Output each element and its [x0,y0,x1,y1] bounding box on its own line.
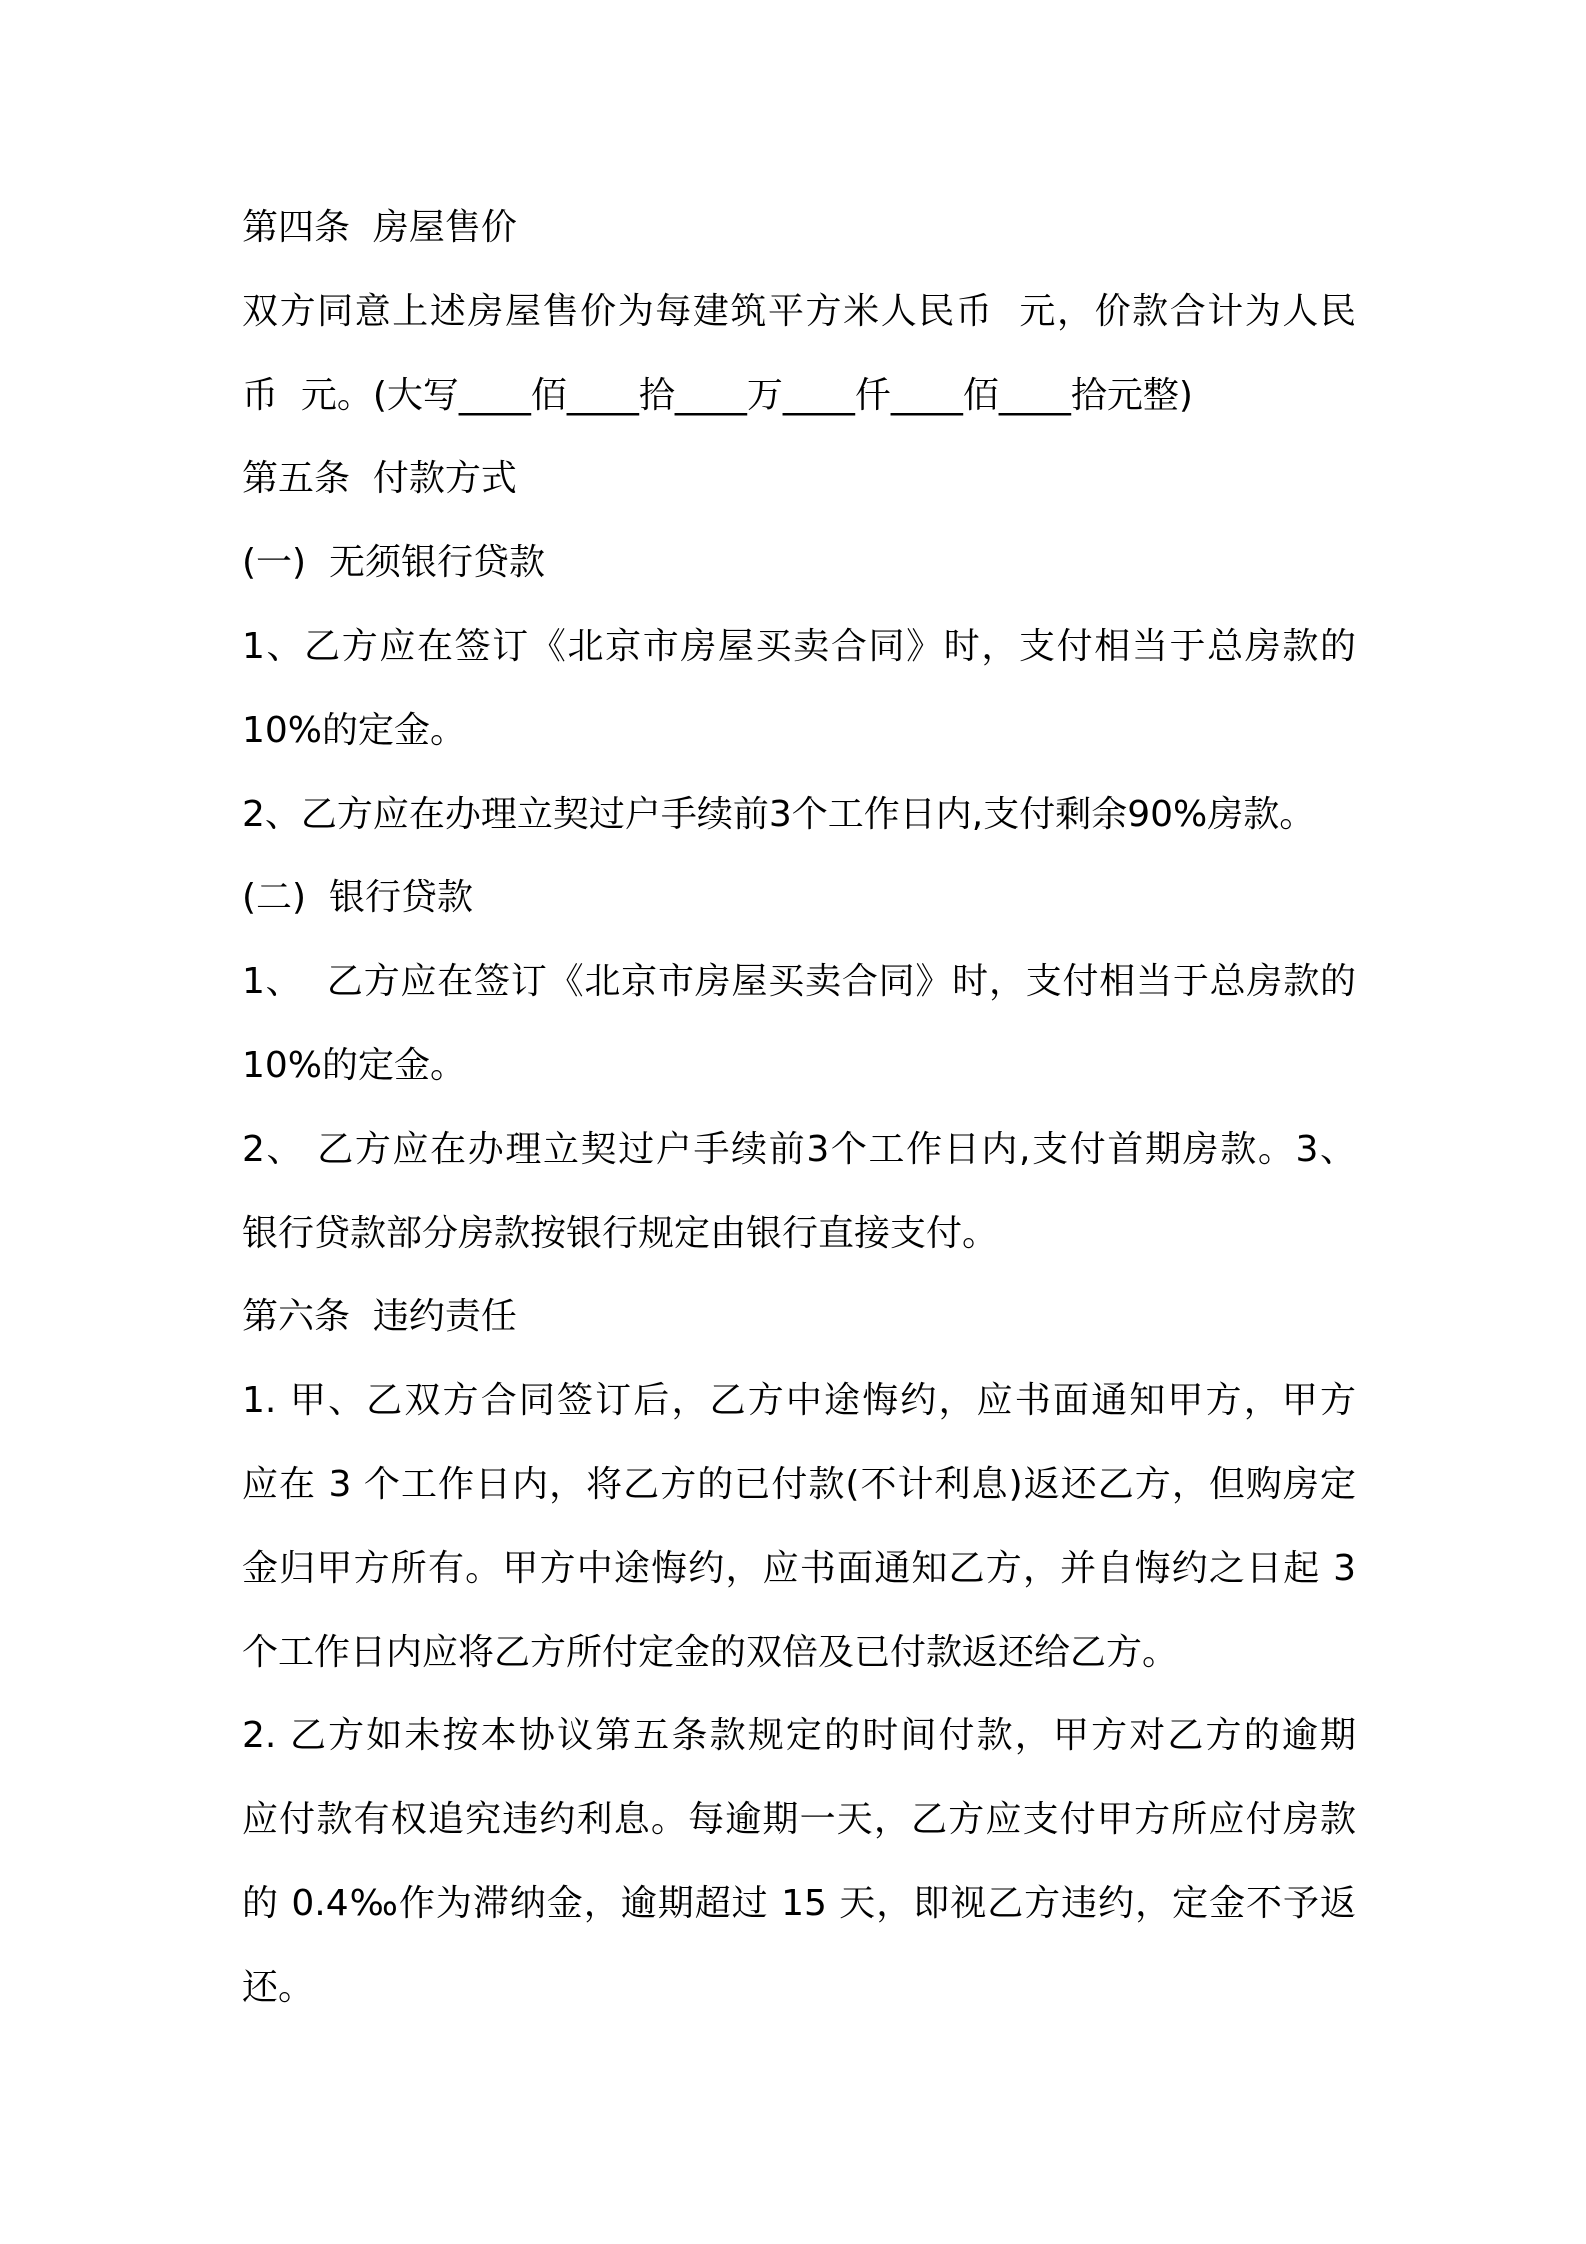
article-6-line-1: 1. 甲、乙双方合同签订后，乙方中途悔约，应书面通知甲方，甲方 [242,1380,1356,1422]
article-5-section-1-line-3: 2、乙方应在办理立契过户手续前3个工作日内,支付剩余90%房款。 [242,793,1316,835]
article-4-heading: 第四条 房屋售价 [242,207,517,248]
article-4-line-1: 双方同意上述房屋售价为每建筑平方米人民币 元，价款合计为人民 [242,290,1356,332]
article-6-line-3: 金归甲方所有。甲方中途悔约，应书面通知乙方，并自悔约之日起 3 [242,1547,1356,1589]
article-5-heading: 第五条 付款方式 [242,458,517,500]
article-5-section-2-line-1: 1、 乙方应在签订《北京市房屋买卖合同》时，支付相当于总房款的 [242,961,1356,1003]
article-6-line-4: 个工作日内应将乙方所付定金的双倍及已付款返还给乙方。 [242,1631,1179,1673]
article-6-line-2: 应在 3 个工作日内，将乙方的已付款(不计利息)返还乙方，但购房定 [242,1463,1356,1505]
article-6-line-7: 的 0.4‰作为滞纳金，逾期超过 15 天，即视乙方违约，定金不予返 [242,1882,1356,1924]
article-6-line-6: 应付款有权追究违约利息。每逾期一天，乙方应支付甲方所应付房款 [242,1799,1356,1841]
article-6-line-5: 2. 乙方如未按本协议第五条款规定的时间付款，甲方对乙方的逾期 [242,1715,1356,1757]
article-4-line-2: 币 元。(大写____佰____拾____万____仟____佰____拾元整) [242,374,1193,416]
article-5-section-2-heading: (二) 银行贷款 [242,877,473,919]
article-5-section-1-heading: (一) 无须银行贷款 [242,542,545,584]
article-5-section-1-line-1: 1、乙方应在签订《北京市房屋买卖合同》时，支付相当于总房款的 [242,625,1356,667]
article-5-section-2-line-4: 银行贷款部分房款按银行规定由银行直接支付。 [242,1212,999,1254]
article-5-section-2-line-2: 10%的定金。 [242,1044,467,1086]
article-6-line-8: 还。 [242,1966,315,2008]
article-6-heading: 第六条 违约责任 [242,1296,517,1338]
article-5-section-1-line-2: 10%的定金。 [242,709,467,751]
document-body [242,186,1356,2030]
article-5-section-2-line-3: 2、 乙方应在办理立契过户手续前3个工作日内,支付首期房款。3、 [242,1128,1356,1170]
